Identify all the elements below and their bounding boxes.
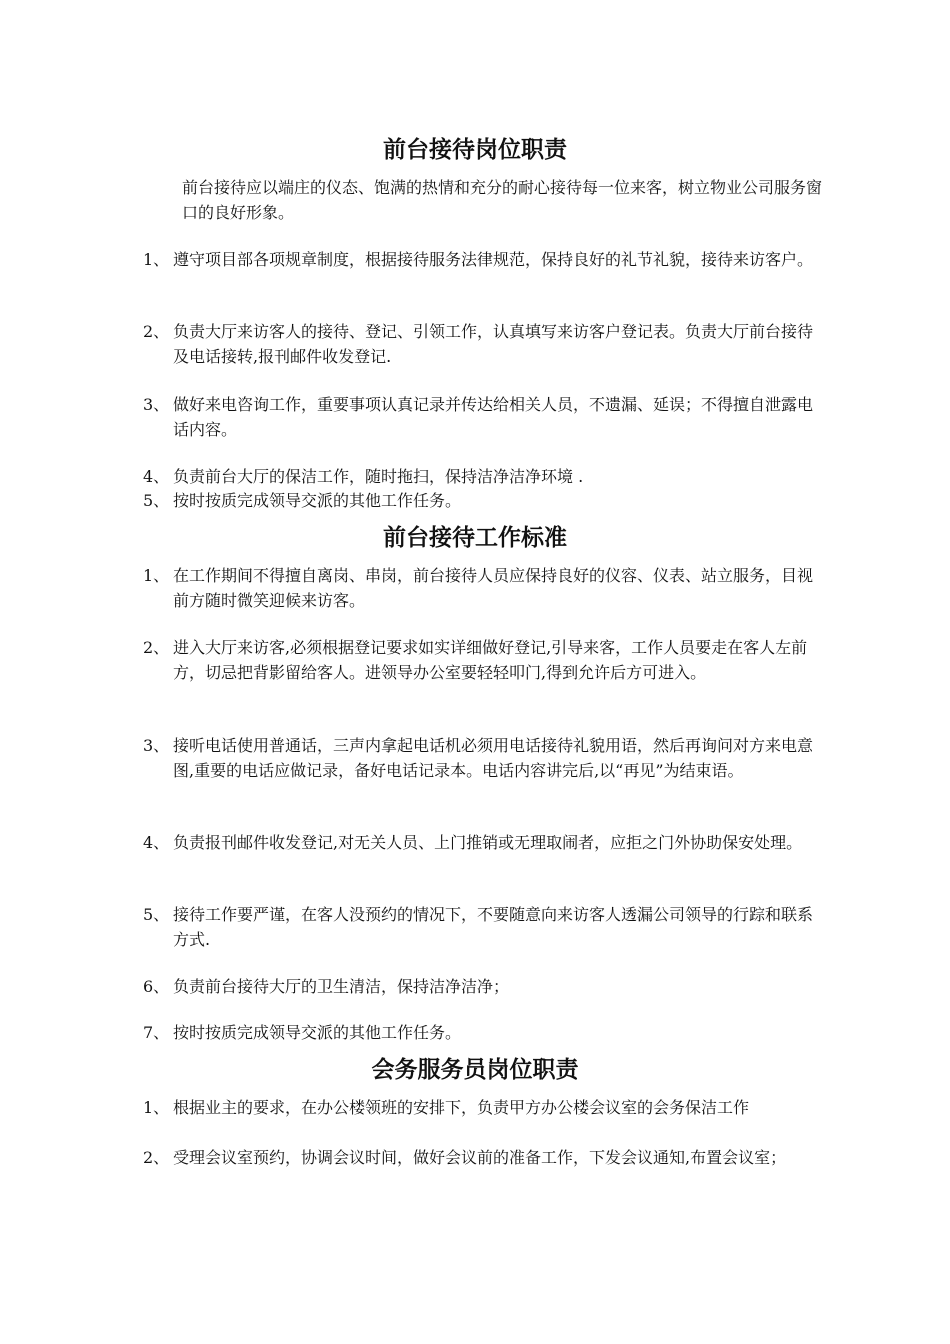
list-item [143, 319, 823, 369]
list-item [143, 1020, 823, 1045]
list-item [143, 733, 823, 783]
list-item [143, 247, 823, 272]
list-item-text: 接待工作要严谨，在客人没预约的情况下，不要随意向来访客人透漏公司领导的行踪和联系方式. [173, 905, 814, 949]
list-item-text: 在工作期间不得擅自离岗、串岗，前台接待人员应保持良好的仪容、仪表、站立服务，目视前方随时微笑迎候来访客。 [173, 566, 814, 610]
list-item-number: 1、 [143, 250, 170, 269]
list-item-number: 1、 [143, 1098, 170, 1117]
section-title-meeting-service-duties: 会务服务员岗位职责 [371, 1057, 579, 1083]
list-item-text: 受理会议室预约，协调会议时间，做好会议前的准备工作，下发会议通知,布置会议室； [173, 1148, 787, 1167]
list-item-number: 4、 [143, 467, 170, 486]
list-item [143, 563, 823, 613]
list-item-text: 负责前台大厅的保洁工作，随时拖扫，保持洁净洁净环境 . [173, 467, 584, 486]
list-item-text: 按时按质完成领导交派的其他工作任务。 [173, 1023, 462, 1042]
list-item-text: 负责前台接待大厅的卫生清洁，保持洁净洁净； [173, 977, 510, 996]
list-item-text: 遵守项目部各项规章制度，根据接待服务法律规范，保持良好的礼节礼貌，接待来访客户。 [173, 250, 814, 269]
list-item [143, 1095, 823, 1120]
list-item-number: 2、 [143, 1148, 170, 1167]
list-item-number: 2、 [143, 322, 170, 341]
list-item-number: 6、 [143, 977, 170, 996]
list-item-number: 7、 [143, 1023, 170, 1042]
list-item-number: 3、 [143, 736, 170, 755]
list-item [143, 902, 823, 952]
list-item-number: 2、 [143, 638, 170, 657]
list-item-text: 负责报刊邮件收发登记,对无关人员、上门推销或无理取闹者，应拒之门外协助保安处理。 [173, 833, 803, 852]
list-item-number: 4、 [143, 833, 170, 852]
list-item [143, 464, 823, 489]
section-title-front-desk-standards: 前台接待工作标准 [383, 525, 567, 551]
list-item [143, 830, 823, 855]
section-title-front-desk-duties: 前台接待岗位职责 [383, 137, 567, 163]
list-item-number: 1、 [143, 566, 170, 585]
list-item [143, 488, 823, 513]
list-item-text: 根据业主的要求，在办公楼领班的安排下，负责甲方办公楼会议室的会务保洁工作 [173, 1098, 750, 1117]
list-item-number: 5、 [143, 491, 170, 510]
list-item [143, 974, 823, 999]
list-item [143, 392, 823, 442]
list-item-text: 进入大厅来访客,必须根据登记要求如实详细做好登记,引导来客，工作人员要走在客人左前方，切忌把背影留给客人。进领导办公室要轻轻叩门,得到允许后方可进入。 [173, 638, 808, 682]
list-item-text: 做好来电咨询工作，重要事项认真记录并传达给相关人员，不遗漏、延误；不得擅自泄露电话内容。 [173, 395, 814, 439]
list-item-number: 5、 [143, 905, 170, 924]
list-item [143, 1145, 823, 1170]
list-item-text: 负责大厅来访客人的接待、登记、引领工作，认真填写来访客户登记表。负责大厅前台接待及电话接转,报刊邮件收发登记. [173, 322, 814, 366]
list-item [143, 635, 823, 685]
list-item-text: 按时按质完成领导交派的其他工作任务。 [173, 491, 462, 510]
list-item-text: 接听电话使用普通话，三声内拿起电话机必须用电话接待礼貌用语，然后再询问对方来电意图,重要的电话应做记录，备好电话记录本。电话内容讲完后,以“再见”为结束语。 [173, 736, 814, 780]
list-item-number: 3、 [143, 395, 170, 414]
intro-paragraph: 前台接待应以端庄的仪态、饱满的热情和充分的耐心接待每一位来客，树立物业公司服务窗口的良好形象。 [182, 178, 823, 222]
